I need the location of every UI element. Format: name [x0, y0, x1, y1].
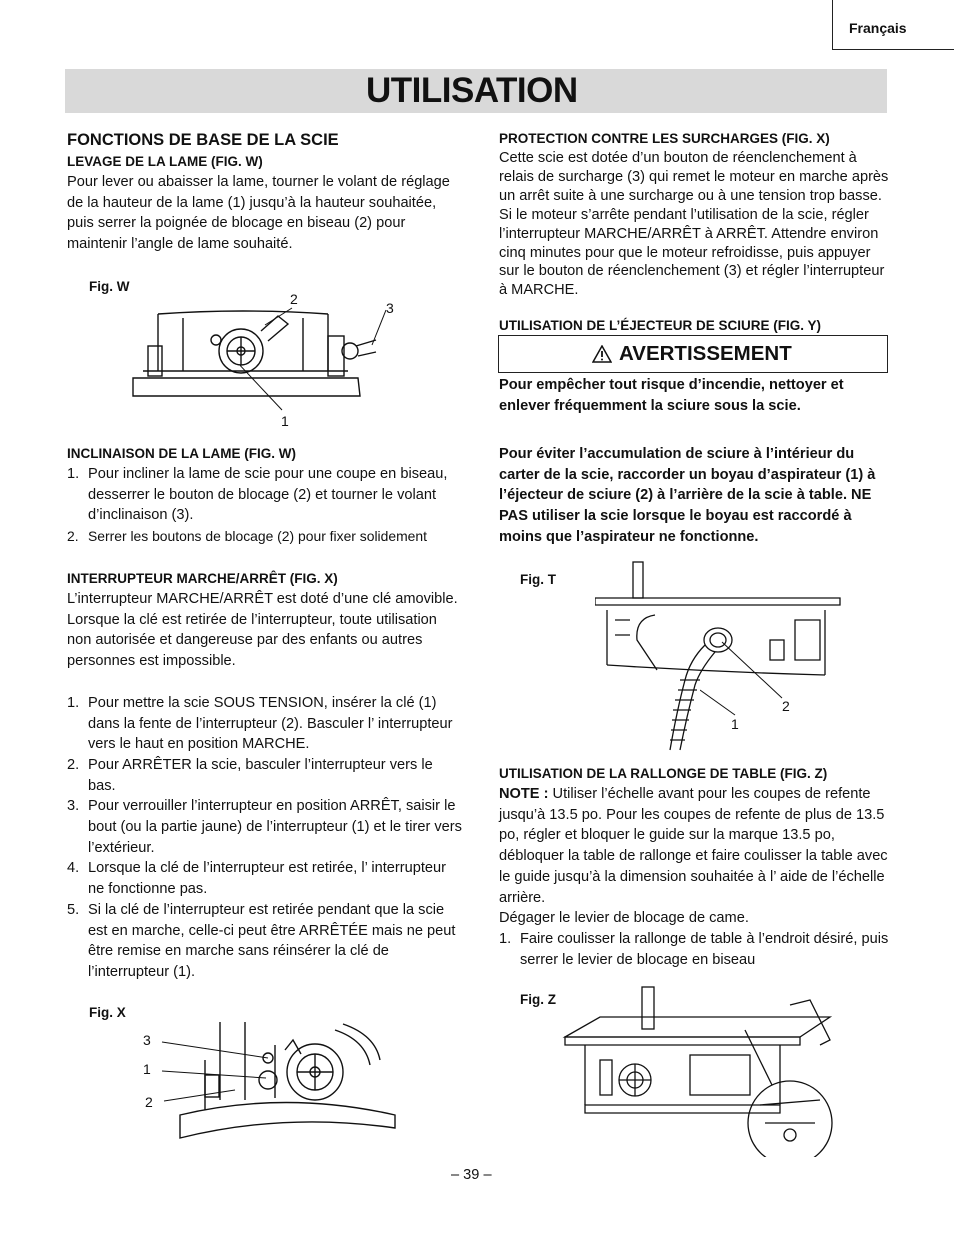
right-column-extension	[499, 763, 894, 970]
switch-heading: INTERRUPTEUR MARCHE/ARRÊT (FIG. X)	[67, 571, 338, 586]
step-text: Faire coulisser la rallonge de table à l’endroit désiré, puis serrer le levier de blocage en biseau	[520, 930, 889, 968]
fig-x-label: Fig. X	[89, 1005, 126, 1020]
step-text: Si la clé de l’interrupteur est retirée pendant que la scie est en marche, celle-ci peut être ARRÊTÉE mais ne peut être remise en marche sans réinsérer la clé de l’interrupteur (1).	[88, 901, 456, 980]
step-text: Pour verrouiller l’interrupteur en position ARRÊT, saisir le bout (ou la partie jaune) de l’interrupteur (1) et le tirer vers l’extérieur.	[88, 798, 462, 856]
step-number: 3.	[67, 798, 80, 815]
list-item	[67, 858, 462, 899]
step-text: Serrer les boutons de blocage (2) pour fixer solidement	[88, 528, 427, 545]
note-paragraph	[499, 784, 894, 908]
step-number: 1.	[67, 694, 80, 711]
step-number: 1.	[67, 466, 80, 482]
warning-label: AVERTISSEMENT	[619, 342, 792, 365]
list-item	[67, 464, 462, 526]
fig-x-callout-2: 2	[145, 1094, 153, 1110]
warning-triangle-icon	[592, 345, 612, 363]
note-text: Utiliser l’échelle avant pour les coupes de refente jusqu’à 13.5 po. Pour les coupes de refente de plus de 13.5 po, régler et bloquer le guide sur la marque 13.5 po, débloquer la table de rallonge et faire coulisser la table avec le guide jusqu’à la dimension souhaitée à l’ aide de l’échelle arrière.	[499, 786, 888, 906]
overload-heading: PROTECTION CONTRE LES SURCHARGES (FIG. X)	[499, 131, 830, 146]
step-text: Pour ARRÊTER la scie, basculer l’interrupteur vers le bas.	[88, 756, 433, 794]
fig-t-callout-1: 1	[731, 716, 739, 732]
left-column-top	[67, 129, 457, 255]
fig-z-label: Fig. Z	[520, 992, 556, 1007]
fig-x-callout-3: 3	[143, 1032, 151, 1048]
ejector-heading-wrap	[499, 315, 894, 336]
title-bar	[65, 69, 887, 113]
step-number: 4.	[67, 860, 80, 877]
language-label: Français	[849, 20, 907, 36]
ejector-heading: UTILISATION DE L’ÉJECTEUR DE SCIURE (FIG. Y)	[499, 318, 822, 333]
step-text: Pour mettre la scie SOUS TENSION, insérer la clé (1) dans la fente de l’interrupteur (2). Basculer l’ interrupteur vers le haut en position MARCHE.	[88, 694, 453, 753]
list-item	[67, 755, 462, 796]
extension-steps	[499, 929, 894, 970]
fig-t-label: Fig. T	[520, 572, 556, 587]
switch-steps	[67, 693, 462, 983]
note-label: NOTE :	[499, 786, 549, 802]
list-item	[67, 900, 462, 983]
section-heading-basic-functions: FONCTIONS DE BASE DE LA SCIE	[67, 131, 339, 149]
switch-text: L’interrupteur MARCHE/ARRÊT est doté d’une clé amovible. Lorsque la clé est retirée de l’interrupteur, toute utilisation non autorisée et dangereuse par des enfants ou autres personnes est impossible.	[67, 591, 458, 670]
step-number: 2.	[67, 528, 79, 545]
list-item	[67, 526, 462, 547]
list-item	[499, 929, 894, 970]
fig-w-label: Fig. W	[89, 279, 130, 294]
lift-text: Pour lever ou abaisser la lame, tourner le volant de réglage de la hauteur de la lame (1) jusqu’à la hauteur souhaitée, puis serrer la poignée de blocage en biseau (2) pour maintenir l’angle de lame souhaité.	[67, 174, 450, 253]
lift-heading: LEVAGE DE LA LAME (FIG. W)	[67, 154, 263, 169]
step-number: 1.	[499, 930, 512, 947]
tilt-heading: INCLINAISON DE LA LAME (FIG. W)	[67, 446, 296, 461]
fig-x-callout-1: 1	[143, 1061, 151, 1077]
right-column-overload	[499, 128, 894, 300]
tilt-steps	[67, 464, 462, 547]
list-item	[67, 796, 462, 858]
cam-text: Dégager le levier de blocage de came.	[499, 910, 749, 927]
step-number: 5.	[67, 901, 80, 918]
fig-w-callout-3: 3	[386, 300, 394, 316]
step-text: Pour incliner la lame de scie pour une coupe en biseau, desserrer le bouton de blocage (2) et tourner le volant d’inclinaison (3).	[88, 466, 448, 524]
extension-heading: UTILISATION DE LA RALLONGE DE TABLE (FIG. Z)	[499, 766, 828, 781]
ejector-text: Pour éviter l’accumulation de sciure à l’intérieur du carter de la scie, raccorder un boyau d’aspirateur (1) à l’éjecteur de sciure (2) à l’arrière de la scie à table. NE PAS utiliser la scie lorsque le boyau est raccordé à moins que l’aspirateur ne fonctionne.	[499, 446, 876, 545]
left-column-tilt	[67, 443, 462, 547]
left-column-switch	[67, 568, 462, 983]
fig-t-leader-lines	[700, 640, 800, 720]
fig-w-callout-1: 1	[281, 413, 289, 429]
step-text: Lorsque la clé de l’interrupteur est retirée, l’ interrupteur ne fonctionne pas.	[88, 860, 446, 898]
fig-w-leader-lines	[240, 300, 400, 420]
fig-w-callout-2: 2	[290, 291, 298, 307]
language-tab	[832, 0, 954, 50]
fig-t-callout-2: 2	[782, 698, 790, 714]
fig-z-drawing	[560, 985, 850, 1157]
step-number: 2.	[67, 756, 80, 773]
warning-text: Pour empêcher tout risque d’incendie, nettoyer et enlever fréquemment la sciure sous la scie.	[499, 377, 844, 414]
overload-text: Cette scie est dotée d’un bouton de réenclenchement à relais de surcharge (3) qui remet le moteur en marche après un arrêt suite à une surcharge ou à une tension trop basse. Si le moteur s’arrête pendant l’utilisation de la scie, régler l’interrupteur MARCHE/ARRÊT à ARRÊT. Attendre environ cinq minutes pour que le moteur refroidisse, puis appuyer sur le bouton de réenclenchement (3) et régler l’interrupteur à MARCHE.	[499, 150, 889, 299]
list-item	[67, 693, 462, 755]
page-number: – 39 –	[451, 1167, 492, 1183]
page-title: UTILISATION	[366, 71, 578, 110]
warning-box	[498, 335, 888, 373]
fig-x-leader-lines	[150, 1030, 280, 1110]
